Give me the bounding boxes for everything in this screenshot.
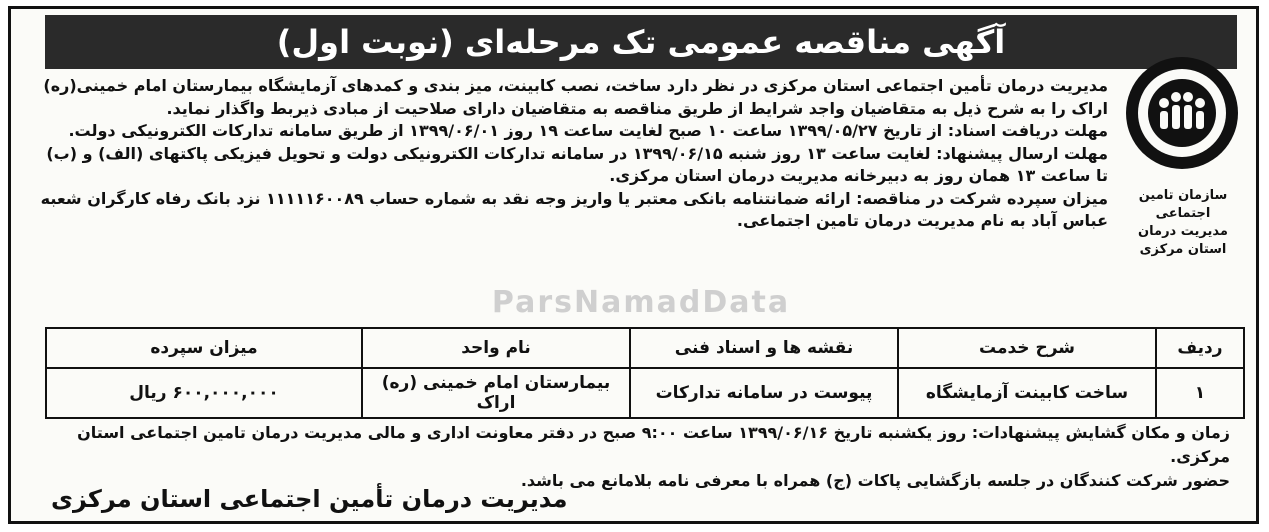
org-label-line: سازمان تامین اجتماعی: [1138, 188, 1228, 221]
watermark: ParsNamadData: [491, 285, 791, 320]
notice-frame: [8, 6, 1259, 524]
table-cell: ۱: [1156, 368, 1244, 418]
opening-paragraph: [37, 421, 1230, 469]
deposit-paragraph: [37, 188, 1108, 233]
opening-text: روز یکشنبه تاریخ ۱۳۹۹/۰۶/۱۶ ساعت ۹:۰۰ صبح در دفتر معاونت اداری و مالی مدیریت درمان تامین اجتماعی استان مرکزی.: [77, 423, 1230, 466]
bid-table: [45, 327, 1245, 419]
table-header-cell: نام واحد: [362, 328, 630, 368]
org-label: [1118, 187, 1248, 259]
table-header-cell: نقشه ها و اسناد فنی: [630, 328, 898, 368]
table-cell: پیوست در سامانه تدارکات: [630, 368, 898, 418]
submit-deadline-text: لغایت ساعت ۱۳ روز شنبه ۱۳۹۹/۰۶/۱۵ در سامانه تدارکات الکترونیکی دولت و تحویل فیزیکی پاکتهای (الف) و (ب) تا ساعت ۱۳ همان روز به دبیرخانه مدیریت درمان استان مرکزی.: [46, 143, 1108, 185]
org-label-line: استان مرکزی: [1139, 242, 1227, 257]
doc-deadline-text: از تاریخ ۱۳۹۹/۰۵/۲۷ ساعت ۱۰ صبح لغایت ساعت ۱۹ روز ۱۳۹۹/۰۶/۰۱ از طریق سامانه تدارکات الکترونیکی دولت.: [68, 121, 948, 140]
deposit-text: ارائه ضمانتنامه بانکی معتبر یا واریز وجه نقد به شماره حساب ۱۱۱۱۱۶۰۰۸۹ نزد بانک رفاه کارگران شعبه عباس آباد به نام مدیریت درمان تامین اجتماعی.: [40, 188, 1108, 230]
table-cell: ۶۰۰,۰۰۰,۰۰۰ ریال: [46, 368, 362, 418]
opening-label: زمان و مکان گشایش پیشنهادات:: [971, 423, 1230, 442]
notice-body: [37, 75, 1108, 233]
table-header-cell: ردیف: [1156, 328, 1244, 368]
submit-deadline-label: مهلت ارسال پیشنهاد:: [936, 143, 1108, 163]
table-cell: ساخت کابینت آزمایشگاه: [898, 368, 1156, 418]
doc-deadline-paragraph: [37, 120, 1108, 143]
table-header-cell: میزان سپرده: [46, 328, 362, 368]
table-row: [46, 368, 1244, 418]
attendance-paragraph: حضور شرکت کنندگان در جلسه بازگشایی پاکات (ج) همراه با معرفی نامه بلامانع می باشد.: [520, 471, 1230, 490]
notice-title: آگهی مناقصه عمومی تک مرحله‌ای (نوبت اول): [45, 15, 1237, 69]
submit-deadline-paragraph: [37, 143, 1108, 188]
signature: مدیریت درمان تأمین اجتماعی استان مرکزی: [51, 485, 568, 513]
social-security-logo-icon: [1122, 53, 1242, 173]
table-cell: بیمارستان امام خمینی (ره) اراک: [362, 368, 630, 418]
table-header-row: [46, 328, 1244, 368]
deposit-label: میزان سپرده شرکت در مناقصه:: [856, 188, 1108, 208]
notice-footer: [37, 421, 1230, 493]
intro-paragraph: مدیریت درمان تأمین اجتماعی استان مرکزی در نظر دارد ساخت، نصب کابینت، میز بندی و کمدهای آزمایشگاه بیمارستان امام خمینی(ره) اراک را به شرح ذیل به متقاضیان واجد شرایط از طریق مناقصه به متقاضیان دارای صلاحیت از مبادی ذیربط واگذار نماید.: [43, 76, 1108, 118]
table-header-cell: شرح خدمت: [898, 328, 1156, 368]
doc-deadline-label: مهلت دریافت اسناد:: [947, 121, 1108, 140]
org-label-line: مدیریت درمان: [1138, 224, 1228, 239]
